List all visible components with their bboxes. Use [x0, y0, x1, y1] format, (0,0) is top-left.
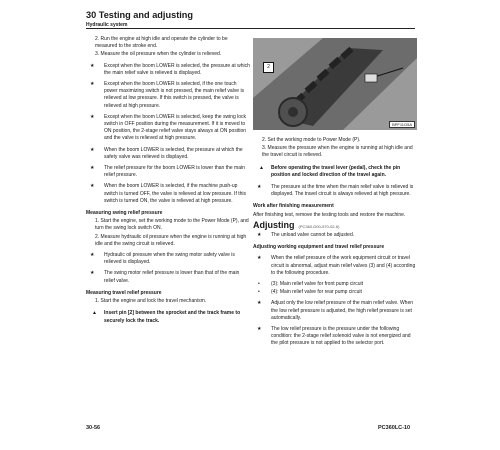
star-icon: ★: [90, 62, 95, 69]
warning-icon: ▲: [92, 310, 97, 317]
star-icon: ★: [90, 165, 95, 172]
note-item: ★ Adjust only the low relief pressure of the main relief valve. When the low relief pressure is adjusted, the high relief pressure is set automatically.: [257, 300, 414, 321]
star-icon: ★: [257, 300, 262, 307]
warning-note: ▲ Before operating the travel lever (pedal), check the pin position and locked direction of the travel again.: [259, 164, 401, 178]
note-item: ★ The relief pressure for the boom LOWER is lower than the main relief pressure.: [90, 165, 245, 179]
left-column: [86, 36, 250, 330]
bullet-icon: •: [258, 281, 260, 288]
star-icon: ★: [90, 146, 95, 153]
warning-note: ▲ Insert pin [2] between the sprocket and the track frame to securely lock the track.: [92, 310, 241, 324]
note-item: ★ Except when the boom LOWER is selected, the pressure at which the main relief valve is relieved is displayed.: [90, 62, 250, 76]
note-item: ★ Except when the boom LOWER is selected, if the one touch power maximizing switch is not pressed, the main relief valve is relieved at low pressure. If this switch is pressed, the valve is relieved at high pressure.: [90, 81, 245, 109]
model-number: PC360LC-10: [378, 425, 411, 431]
note-item: ★ The unload valve cannot be adjusted.: [257, 232, 355, 239]
after-heading: Work after finishing measurement: [253, 203, 334, 210]
step-3-right: 3. Measure the pressure when the engine is running at high idle and the travel circuit is relieved.: [262, 145, 413, 159]
star-icon: ★: [90, 113, 95, 120]
step-2-right: 2. Set the working mode to Power Mode (P).: [262, 137, 361, 143]
figure-code: BPF11G5A: [389, 121, 415, 128]
step-2: 2. Run the engine at high idle and operate the cylinder to be measured to the stroke end.: [95, 36, 228, 50]
travel-heading: Measuring travel relief pressure: [86, 289, 162, 296]
header-rule: [86, 28, 415, 29]
adjusting-code: (PC360-D00-570-02-6): [298, 223, 340, 229]
star-icon: ★: [257, 184, 262, 191]
section-subtitle: Hydraulic system: [86, 22, 128, 28]
note-item: ★ When the boom LOWER is selected, if the machine push-up switch is turned OFF, the valve is relieved at low pressure. If this switch is turned ON, the valve is relieved at high pressure.: [90, 183, 246, 204]
note-item: ★ The swing motor relief pressure is lower than that of the main relief valve.: [90, 270, 240, 284]
star-icon: ★: [257, 232, 262, 239]
note-item: ★ When the relief pressure of the work equipment circuit or travel circuit is abnormal, adjust main relief valves (3) and (4) according to the following procedure.: [257, 255, 416, 276]
travel-step-1: 1. Start the engine and lock the travel mechanism.: [95, 298, 207, 305]
section-title: 30 Testing and adjusting: [86, 10, 194, 20]
note-item: ★ Except when the boom LOWER is selected, keep the swing lock switch in OFF position during the measurement. If it is moved to ON position, the 2-stage relief valve stays always at ON position and the valve is relieved at high pressure.: [90, 113, 247, 142]
undercarriage-photo: [253, 38, 417, 130]
swing-step-2: 2. Measure hydraulic oil pressure when the engine is running at high idle and the swing circuit is relieved.: [95, 233, 247, 247]
list-item: • (3): Main relief valve for front pump circuit: [258, 281, 363, 288]
after-text: After finishing test, remove the testing tools and restore the machine.: [253, 211, 406, 218]
adjust-subheading: Adjusting working equipment and travel relief pressure: [253, 244, 385, 251]
page-number: 30-56: [86, 425, 101, 431]
list-item: • (4): Main relief valve for rear pump circuit: [258, 289, 362, 296]
star-icon: ★: [90, 270, 95, 277]
part-callout: 2: [263, 62, 274, 73]
right-column: [253, 137, 417, 352]
star-icon: ★: [257, 255, 262, 262]
adjusting-heading: Adjusting (PC360-D00-570-02-6): [253, 219, 340, 230]
note-item: ★ When the boom LOWER is selected, the pressure at which the safety valve was relieved is displayed.: [90, 146, 243, 160]
warning-icon: ▲: [259, 164, 264, 171]
star-icon: ★: [90, 81, 95, 88]
swing-heading: Measuring swing relief pressure: [86, 210, 163, 217]
note-item: ★ Hydraulic oil pressure when the swing motor safety valve is relieved is displayed.: [90, 252, 235, 266]
star-icon: ★: [257, 326, 262, 333]
swing-step-1: 1. Start the engine, set the working mode to the Power Mode (P), and turn the swing lock switch ON.: [95, 218, 249, 232]
bullet-icon: •: [258, 289, 260, 296]
star-icon: ★: [90, 252, 95, 259]
note-item: ★ The low relief pressure is the pressure under the following condition: the 2-stage relief solenoid valve is not energized and the pilot pressure is not applied to the selector port.: [257, 326, 411, 347]
step-3: 3. Measure the oil pressure when the cylinder is relieved.: [95, 51, 222, 58]
track-illustration: [253, 38, 417, 130]
star-icon: ★: [90, 183, 95, 190]
note-item: ★ The pressure at the time when the main relief valve is relieved is displayed. The travel circuit is always relieved at high pressure.: [257, 184, 414, 198]
